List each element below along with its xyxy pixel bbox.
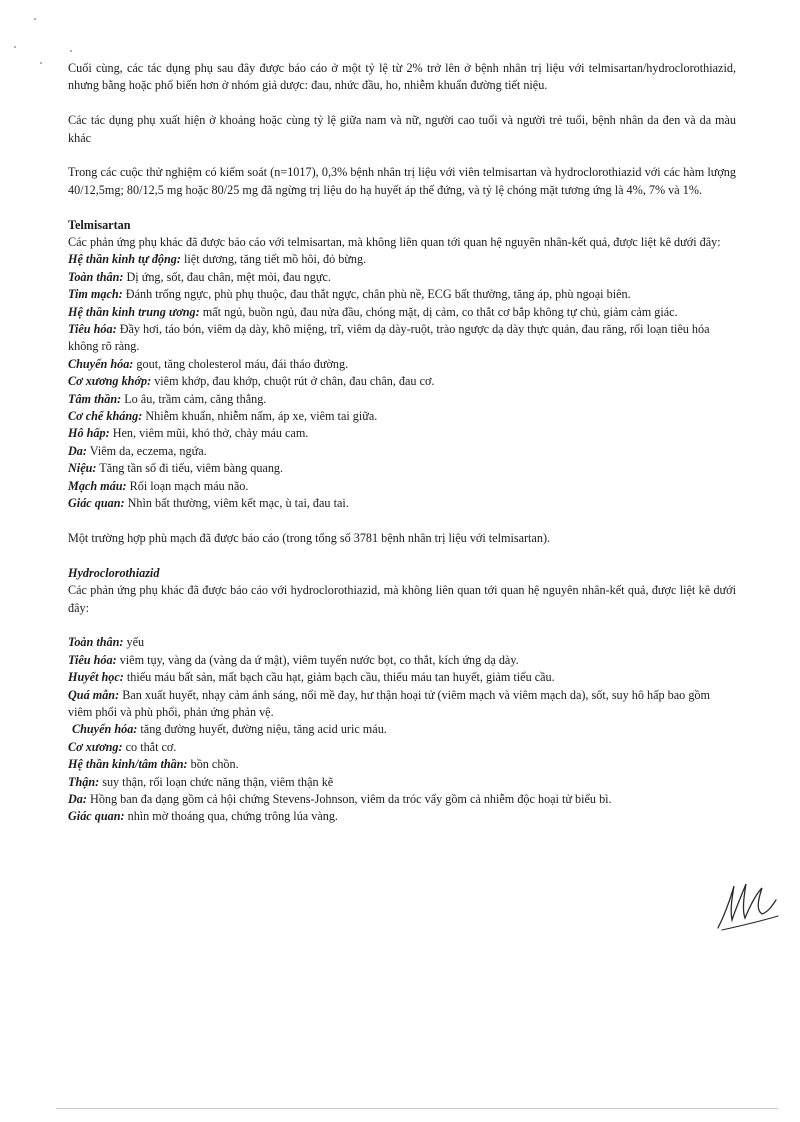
item-label: Cơ xương khớp: xyxy=(68,374,152,389)
list-item xyxy=(68,391,736,408)
list-item xyxy=(68,251,736,268)
document-page xyxy=(68,60,736,826)
intro-paragraph-1: Cuối cùng, các tác dụng phụ sau đây được báo cáo ở một tỷ lệ từ 2% trở lên ở bệnh nhân trị liệu với telmisartan/hydroclorothiazid, nhưng bằng hoặc phổ biến hơn ở nhóm giả dược: đau, nhức đầu, ho, nhiễm khuẩn đường tiết niệu. xyxy=(68,61,736,93)
intro-paragraph-3: Trong các cuộc thử nghiệm có kiểm soát (n=1017), 0,3% bệnh nhân trị liệu với viên telmisartan và hydroclorothiazid với các hàm lượng 40/12,5mg; 80/12,5 mg hoặc 80/25 mg đã ngừng trị liệu do hạ huyết áp thế đứng, và tỷ lệ chóng mặt tương ứng là 4%, 7% và 1%. xyxy=(68,165,736,197)
item-label: Cơ chế kháng: xyxy=(68,409,143,424)
item-text: Nhiễm khuẩn, nhiễm nấm, áp xe, viêm tai giữa. xyxy=(142,409,378,424)
angioedema-note: Một trường hợp phù mạch đã được báo cáo (trong tổng số 3781 bệnh nhân trị liệu với telmisartan). xyxy=(68,530,551,545)
list-item xyxy=(68,739,736,756)
list-item xyxy=(68,304,736,321)
handwritten-signature xyxy=(712,876,782,936)
item-text: tăng đường huyết, đường niệu, tăng acid uric máu. xyxy=(137,722,387,737)
list-item xyxy=(68,443,736,460)
scan-speck xyxy=(40,62,42,64)
item-text: mất ngủ, buồn ngủ, đau nửa đầu, chóng mặt, dị cảm, co thắt cơ bắp không tự chủ, giảm cảm giác. xyxy=(199,304,678,319)
scan-speck xyxy=(14,46,16,48)
list-item xyxy=(68,808,736,825)
telmisartan-list xyxy=(68,251,736,512)
list-item xyxy=(68,356,736,373)
item-text: co thắt cơ. xyxy=(122,739,177,754)
item-text: suy thận, rối loạn chức năng thận, viêm thận kẽ xyxy=(99,774,334,789)
item-label: Giác quan: xyxy=(68,809,125,824)
item-label: Thận: xyxy=(68,774,100,789)
list-item xyxy=(68,495,736,512)
item-text: viêm tụy, vàng da (vàng da ứ mật), viêm tuyến nước bọt, co thắt, kích ứng dạ dày. xyxy=(116,652,519,667)
list-item xyxy=(68,756,736,773)
list-item xyxy=(68,687,736,722)
item-text: Rối loạn mạch máu não. xyxy=(126,478,249,493)
list-item xyxy=(68,321,736,356)
item-label: Hệ thần kinh/tâm thần: xyxy=(68,757,188,772)
item-label: Toàn thân: xyxy=(68,635,124,650)
list-item xyxy=(68,478,736,495)
list-item xyxy=(68,408,736,425)
list-item xyxy=(68,425,736,442)
item-label: Toàn thân: xyxy=(68,269,124,284)
item-label: Chuyển hóa: xyxy=(68,356,134,371)
item-text: Lo âu, trầm cảm, căng thẳng. xyxy=(121,391,267,406)
list-item xyxy=(68,652,736,669)
scan-speck xyxy=(34,18,36,20)
list-item xyxy=(68,269,736,286)
item-text: Viêm da, eczema, ngứa. xyxy=(86,443,207,458)
intro-paragraph-2: Các tác dụng phụ xuất hiện ở khoảng hoặc cùng tỷ lệ giữa nam và nữ, người cao tuổi và người trẻ tuổi, bệnh nhân da đen và da màu khác xyxy=(68,113,736,145)
item-text: bồn chồn. xyxy=(187,757,239,772)
item-text: viêm khớp, đau khớp, chuột rút ở chân, đau chân, đau cơ. xyxy=(151,374,435,389)
item-text: Tăng tần số đi tiểu, viêm bàng quang. xyxy=(96,461,284,476)
list-item xyxy=(68,774,736,791)
item-label: Da: xyxy=(68,443,87,458)
item-text: Đầy hơi, táo bón, viêm dạ dày, khô miệng, trĩ, viêm dạ dày-ruột, trào ngược dạ dày thực quản, đau răng, rối loạn tiêu hóa không rõ ràng. xyxy=(68,322,710,354)
item-text: Hồng ban đa dạng gồm cả hội chứng Stevens-Johnson, viêm da tróc vẩy gồm cả nhiễm độc hoại tử biểu bì. xyxy=(86,791,612,806)
scan-speck xyxy=(70,50,72,52)
item-label: Mạch máu: xyxy=(68,478,127,493)
item-label: Hệ thần kinh trung ương: xyxy=(68,304,200,319)
item-text: Đánh trống ngực, phù phụ thuộc, đau thắt ngực, chân phù nề, ECG bất thường, tăng áp, phù ngoại biên. xyxy=(122,287,631,302)
list-item xyxy=(68,634,736,651)
telmisartan-intro: Các phản ứng phụ khác đã được báo cáo với telmisartan, mà không liên quan tới quan hệ nguyên nhân-kết quả, được liệt kê dưới đây: xyxy=(68,235,721,250)
item-label: Tiêu hóa: xyxy=(68,652,117,667)
item-text: Dị ứng, sốt, đau chân, mệt mỏi, đau ngực. xyxy=(123,269,331,284)
item-text: Ban xuất huyết, nhạy cảm ánh sáng, nổi mề đay, hư thận hoại tử (viêm mạch và viêm mạch da), sốt, suy hô hấp bao gồm viêm phổi và phù phổi, phản ứng phản vệ. xyxy=(68,687,710,719)
hydroclorothiazid-heading: Hydroclorothiazid xyxy=(68,565,160,580)
item-label: Niệu: xyxy=(68,461,97,476)
item-label: Tiêu hóa: xyxy=(68,322,117,337)
hydroclorothiazid-intro: Các phản ứng phụ khác đã được báo cáo với hydroclorothiazid, mà không liên quan tới quan hệ nguyên nhân-kết quả, được liệt kê dưới đây: xyxy=(68,583,736,615)
item-text: thiếu máu bất sản, mất bạch cầu hạt, giảm bạch cầu, thiếu máu tan huyết, giảm tiểu cầu. xyxy=(123,670,555,685)
item-text: liệt dương, tăng tiết mồ hôi, đỏ bừng. xyxy=(180,252,367,267)
list-item xyxy=(68,721,736,738)
item-text: nhìn mờ thoáng qua, chứng trông lúa vàng. xyxy=(124,809,338,824)
item-label: Tim mạch: xyxy=(68,287,123,302)
item-label: Chuyển hóa: xyxy=(72,722,138,737)
list-item xyxy=(68,460,736,477)
item-text: Nhìn bất thường, viêm kết mạc, ù tai, đau tai. xyxy=(124,496,349,511)
list-item xyxy=(68,791,736,808)
item-text: gout, tăng cholesterol máu, đái tháo đường. xyxy=(133,356,349,371)
item-label: Quá mẫn: xyxy=(68,687,120,702)
item-label: Hô hấp: xyxy=(68,426,110,441)
item-label: Hệ thần kinh tự động: xyxy=(68,252,181,267)
item-label: Huyết học: xyxy=(68,670,124,685)
item-text: yếu xyxy=(123,635,145,650)
list-item xyxy=(68,669,736,686)
item-text: Hen, viêm mũi, khó thở, chảy máu cam. xyxy=(109,426,309,441)
page-bottom-line xyxy=(56,1108,778,1109)
item-label: Cơ xương: xyxy=(68,739,123,754)
list-item xyxy=(68,373,736,390)
item-label: Giác quan: xyxy=(68,496,125,511)
hydroclorothiazid-list xyxy=(68,634,736,825)
item-label: Da: xyxy=(68,791,87,806)
list-item xyxy=(68,286,736,303)
telmisartan-heading: Telmisartan xyxy=(68,217,131,232)
item-label: Tâm thần: xyxy=(68,391,122,406)
